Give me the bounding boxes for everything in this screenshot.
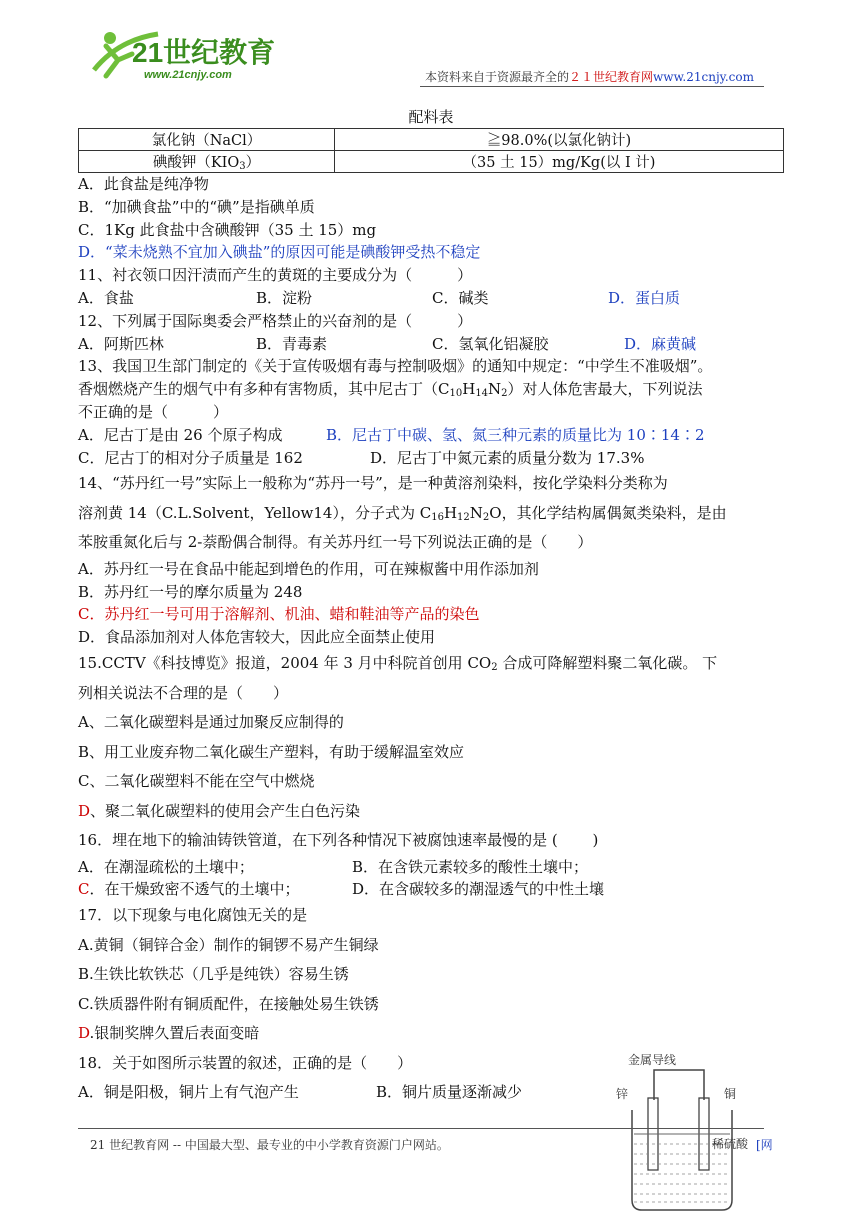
q12-options (78, 333, 784, 356)
formula-subscript: 2 (501, 388, 508, 400)
q10-option-a: A．此食盐是纯净物 (78, 175, 209, 193)
footer-text: 21 世纪教育网 -- 中国最大型、最专业的中小学教育资源门户网站。 (90, 1138, 449, 1152)
q15-text: 15.CCTV《科技博览》报道，2004 年 3 月中科院首创用 CO (78, 654, 492, 673)
q12-option-b: B．青毒素 (256, 334, 328, 353)
formula-subscript: 2 (482, 511, 490, 523)
cell-text: 碘酸钾（KIO (152, 155, 240, 171)
header-note-site: ２１世纪教育网 (569, 70, 654, 84)
table-cell (79, 151, 335, 173)
q17-option-a: A.黄铜（铜锌合金）制作的铜锣不易产生铜绿 (78, 935, 379, 954)
formula-element: H (462, 380, 476, 399)
q15-option-a: A、二氧化碳塑料是通过加聚反应制得的 (78, 713, 344, 732)
q11-option-c: C．碱类 (432, 288, 489, 307)
q15-option-b: B、用工业废弃物二氧化碳生产塑料，有助于缓解温室效应 (78, 742, 465, 761)
q11-stem: 11、衬衣领口因汗渍而产生的黄斑的主要成分为（ ） (78, 266, 473, 285)
q11-option-d: D．蛋白质 (608, 288, 681, 307)
q15-option-c: C、二氧化碳塑料不能在空气中燃烧 (78, 772, 315, 791)
answer-letter: D (78, 801, 91, 820)
header-note-url[interactable]: www.21cnjy.com (653, 70, 754, 84)
copper-label: 铜 (724, 1087, 737, 1101)
table-row (79, 129, 784, 151)
table-title: 配料表 (408, 108, 454, 126)
q16-option-a: A．在潮湿疏松的土壤中； (78, 857, 254, 876)
q10-option-b: B．“加碘食盐”中的“碘”是指碘单质 (78, 197, 315, 216)
cell-text: ） (245, 155, 261, 171)
q18-stem: 18．关于如图所示装置的叙述，正确的是（ ） (78, 1053, 413, 1072)
wire-label: 金属导线 (628, 1053, 677, 1067)
q13-option-c: C．尼古丁的相对分子质量是 162 (78, 448, 303, 467)
q13-text: 香烟燃烧产生的烟气中有多种有害物质，其中尼古丁（C (78, 380, 450, 399)
q16-option-b: B．在含铁元素较多的酸性土壤中； (352, 857, 589, 876)
q17-option-c: C.铁质器件附有铜质配件，在接触处易生铁锈 (78, 994, 379, 1013)
q10-option-c: C．1Kg 此食盐中含碘酸钾（35 土 15）mg (78, 220, 377, 239)
q16-stem: 16．埋在地下的输油铸铁管道，在下列各种情况下被腐蚀速率最慢的是 ( ) (78, 831, 599, 850)
answer-letter: C (78, 880, 90, 899)
q14-text: ，其化学结构属偶氮类染料，是由 (501, 503, 727, 522)
q12-stem: 12、下列属于国际奥委会严格禁止的兴奋剂的是（ ） (78, 311, 473, 330)
q14-option-d: D．食品添加剂对人体危害较大，因此应全面禁止使用 (78, 628, 436, 647)
q14-option-a: A．苏丹红一号在食品中能起到增色的作用，可在辣椒酱中用作添加剂 (78, 559, 539, 578)
site-logo (88, 20, 288, 90)
table-cell: ≧98.0%(以氯化钠计) (335, 129, 784, 151)
ingredient-table (78, 128, 784, 173)
q16-options-ab (78, 856, 784, 879)
q13-option-d: D．尼古丁中氮元素的质量分数为 17.3% (370, 448, 645, 467)
q15-stem-line2: 列相关说法不合理的是（ ） (78, 683, 289, 702)
q14-stem-line1: 14、“苏丹红一号”实际上一般称为“苏丹一号”，是一种黄溶剂染料，按化学染料分类称为 (78, 474, 668, 493)
galvanic-cell-figure (612, 1050, 782, 1216)
q17-stem: 17．以下现象与电化腐蚀无关的是 (78, 906, 308, 925)
q12-option-a: A．阿斯匹林 (78, 334, 164, 353)
q11-option-b: B．淀粉 (256, 288, 313, 307)
q18-option-a: A．铜是阳极，铜片上有气泡产生 (78, 1083, 299, 1102)
q13-options-cd (78, 447, 784, 470)
q11-option-a: A．食盐 (78, 288, 134, 307)
header-note (425, 68, 754, 85)
formula-subscript: 14 (475, 388, 489, 400)
q14-option-c: C．苏丹红一号可用于溶解剂、机油、蜡和鞋油等产品的染色 (78, 605, 480, 624)
q16-options-cd (78, 878, 784, 901)
q14-stem-line3: 苯胺重氮化后与 2-萘酚偶合制得。有关苏丹红一号下列说法正确的是（ ） (78, 533, 593, 552)
table-cell: 氯化钠（NaCl） (79, 129, 335, 151)
formula-subscript: 12 (457, 511, 470, 523)
q13-option-b: B．尼古丁中碳、氢、氮三种元素的质量比为 10∶14∶2 (326, 425, 705, 444)
q12-option-c: C．氢氧化铝凝胶 (432, 334, 549, 353)
q12-option-d: D．麻黄碱 (624, 334, 697, 353)
q13-stem-line3: 不正确的是（ ） (78, 402, 229, 421)
q10-option-d: D．“菜未烧熟不宜加入碘盐”的原因可能是碘酸钾受热不稳定 (78, 243, 481, 262)
logo-text: 21世纪教育 (132, 37, 276, 68)
q13-stem-line2 (78, 378, 784, 401)
table-cell: （35 土 15）mg/Kg(以 I 计) (335, 151, 784, 173)
q17-option-b: B.生铁比软铁芯（几乎是纯铁）容易生锈 (78, 965, 349, 984)
formula-element: N (488, 380, 502, 399)
q16-option-d: D．在含碳较多的潮湿透气的中性土壤 (352, 880, 605, 899)
footer-watermark: [网 (756, 1138, 773, 1152)
q15-text: 合成可降解塑料聚二氧化碳。 下 (497, 654, 718, 673)
q13-options-ab (78, 424, 784, 447)
q11-options (78, 287, 784, 310)
formula-element: H (443, 503, 458, 522)
table-row (79, 151, 784, 173)
formula-subscript: 2 (491, 662, 498, 674)
logo-url: www.21cnjy.com (144, 69, 232, 81)
formula-element: O (489, 503, 502, 522)
cell-subscript: 3 (239, 161, 246, 172)
q15-stem-line1 (78, 649, 784, 679)
q15-option-d (78, 797, 784, 827)
q17-text: .银制奖牌久置后表面变暗 (89, 1024, 260, 1043)
q13-stem-line1: 13、我国卫生部门制定的《关于宣传吸烟有毒与控制吸烟》的通知中规定：“中学生不准吸烟”。 (78, 357, 713, 376)
q16-option-c: ．在干燥致密不透气的土壤中； (89, 880, 300, 899)
footer-divider (78, 1128, 764, 1129)
q14-option-b: B．苏丹红一号的摩尔质量为 248 (78, 582, 303, 601)
acid-label: 稀硫酸 (712, 1137, 749, 1151)
header-note-prefix: 本资料来自于资源最齐全的 (425, 70, 570, 84)
document-body (78, 106, 784, 1108)
header-divider (420, 86, 764, 87)
answer-letter: D (78, 1024, 90, 1043)
q14-stem-line2 (78, 499, 784, 529)
zinc-label: 锌 (616, 1087, 629, 1101)
formula-element: N (469, 503, 483, 522)
q13-text: ）对人体危害最大，下列说法 (507, 380, 703, 399)
q13-option-a: A．尼古丁是由 26 个原子构成 (78, 425, 283, 444)
q17-option-d (78, 1019, 784, 1049)
q15-text: 、聚二氧化碳塑料的使用会产生白色污染 (90, 801, 361, 820)
q14-text: 溶剂黄 14（C.L.Solvent，Yellow14），分子式为 C (78, 503, 432, 522)
q18-option-b: B．铜片质量逐渐减少 (376, 1083, 523, 1102)
formula-subscript: 16 (431, 511, 444, 523)
formula-subscript: 10 (449, 388, 463, 400)
